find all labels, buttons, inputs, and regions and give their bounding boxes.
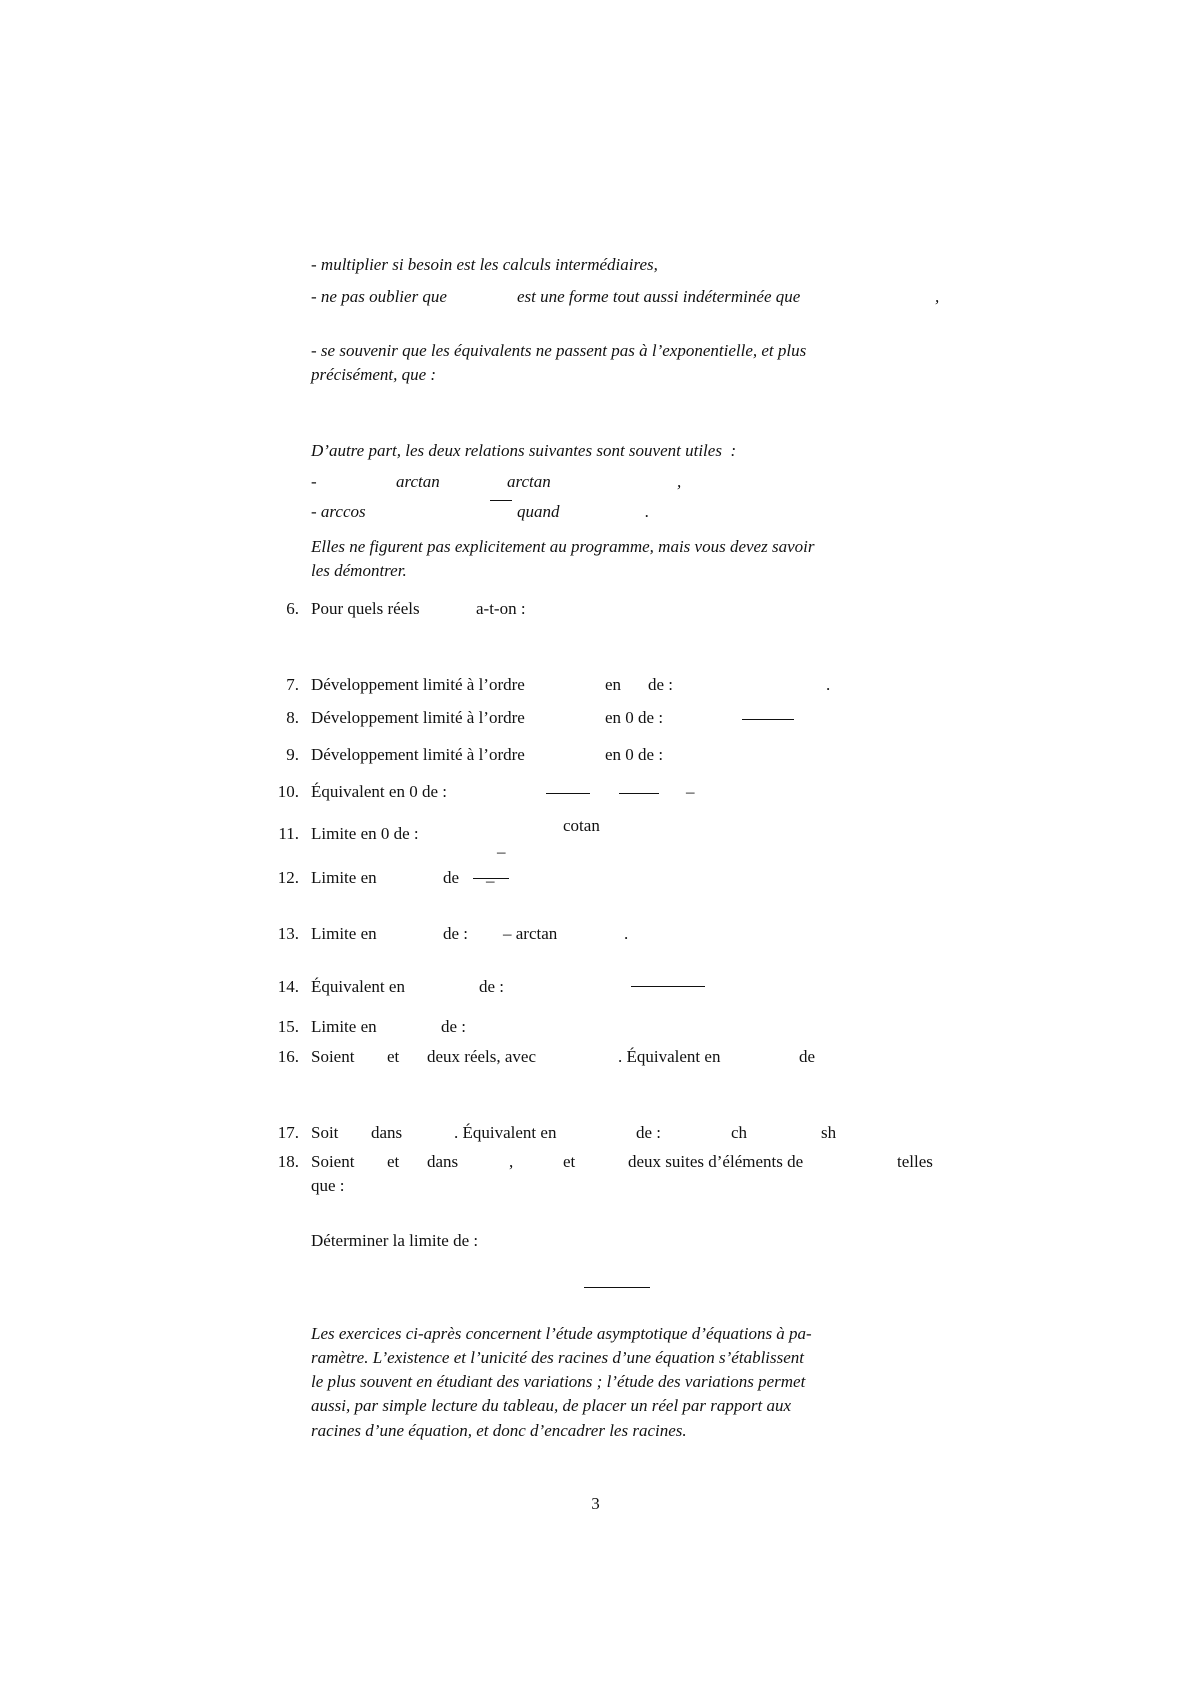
intro-line-1: - multiplier si besoin est les calculs intermédiaires, bbox=[311, 255, 658, 274]
closing-line-5: racines d’une équation, et donc d’encadrer les racines. bbox=[311, 1421, 687, 1440]
item-16-text-b: et bbox=[387, 1047, 400, 1066]
item-17-text-d: de : bbox=[636, 1123, 662, 1142]
closing-line-2: ramètre. L’existence et l’unicité des racines d’une équation s’établissent bbox=[311, 1348, 805, 1367]
intro-line-3: - se souvenir que les équivalents ne passent pas à l’exponentielle, et plus bbox=[311, 341, 807, 360]
item-10-text-a: Équivalent en 0 de : bbox=[311, 782, 447, 801]
item-12-minus: – bbox=[486, 871, 495, 890]
relation-1-comma: , bbox=[677, 472, 682, 491]
intro-line-2c: , bbox=[935, 287, 940, 306]
item-14-text-a: Équivalent en bbox=[311, 977, 405, 996]
item-18-text-e: et bbox=[563, 1152, 576, 1171]
item-7-text-d: . bbox=[826, 675, 831, 694]
item-11-text-a: Limite en 0 de : bbox=[311, 824, 419, 843]
item-16-text-a: Soient bbox=[311, 1047, 355, 1066]
item-number: 15. bbox=[277, 1017, 299, 1036]
item-9-text-a: Développement limité à l’ordre bbox=[311, 745, 525, 764]
item-7-text-c: de : bbox=[648, 675, 674, 694]
item-number: 14. bbox=[277, 977, 299, 996]
item-18-text-a: Soient bbox=[311, 1152, 355, 1171]
item-number: 7. bbox=[286, 675, 299, 694]
item-17-text-a: Soit bbox=[311, 1123, 339, 1142]
item-number: 9. bbox=[286, 745, 299, 764]
item-12-text-b: de bbox=[443, 868, 460, 887]
fraction-bar bbox=[584, 1287, 650, 1288]
item-16-text-e: de bbox=[799, 1047, 816, 1066]
item-13-text-a: Limite en bbox=[311, 924, 377, 943]
fraction-bar bbox=[490, 500, 512, 501]
item-13-arctan: – arctan bbox=[503, 924, 558, 943]
item-number: 17. bbox=[277, 1123, 299, 1142]
item-17-ch: ch bbox=[731, 1123, 748, 1142]
item-17-text-c: . Équivalent en bbox=[454, 1123, 557, 1142]
item-14-text-b: de : bbox=[479, 977, 505, 996]
item-11-cotan: cotan bbox=[563, 816, 600, 835]
item-13-period: . bbox=[624, 924, 629, 943]
intro-line-2a: - ne pas oublier que bbox=[311, 287, 447, 306]
item-18-text-b: et bbox=[387, 1152, 400, 1171]
item-16-text-d: . Équivalent en bbox=[618, 1047, 721, 1066]
item-18-text-c: dans bbox=[427, 1152, 459, 1171]
relation-1-arctan-b: arctan bbox=[507, 472, 551, 491]
intro-line-7: les démontrer. bbox=[311, 561, 407, 580]
item-16-text-c: deux réels, avec bbox=[427, 1047, 537, 1066]
item-15-text-a: Limite en bbox=[311, 1017, 377, 1036]
item-number: 16. bbox=[277, 1047, 299, 1066]
item-18-text-d: , bbox=[509, 1152, 514, 1171]
fraction-bar bbox=[546, 793, 590, 794]
item-number: 11. bbox=[278, 824, 299, 843]
page-number: 3 bbox=[591, 1494, 600, 1513]
closing-line-4: aussi, par simple lecture du tableau, de placer un réel par rapport aux bbox=[311, 1396, 792, 1415]
item-number: 18. bbox=[277, 1152, 299, 1171]
intro-line-6: Elles ne figurent pas explicitement au programme, mais vous devez savoir bbox=[311, 537, 815, 556]
item-10-minus: – bbox=[686, 782, 695, 801]
item-8-text-b: en 0 de : bbox=[605, 708, 664, 727]
item-18-text-h: que : bbox=[311, 1176, 345, 1195]
item-number: 13. bbox=[277, 924, 299, 943]
item-number: 10. bbox=[277, 782, 299, 801]
closing-line-3: le plus souvent en étudiant des variations ; l’étude des variations permet bbox=[311, 1372, 806, 1391]
closing-line-1: Les exercices ci-après concernent l’étude asymptotique d’équations à pa- bbox=[311, 1324, 812, 1343]
item-13-text-b: de : bbox=[443, 924, 469, 943]
intro-line-4: précisément, que : bbox=[311, 365, 437, 384]
item-9-text-b: en 0 de : bbox=[605, 745, 664, 764]
item-number: 8. bbox=[286, 708, 299, 727]
item-11-minus: – bbox=[497, 842, 506, 861]
item-17-text-b: dans bbox=[371, 1123, 403, 1142]
fraction-bar bbox=[742, 719, 794, 720]
item-18-text-g: telles bbox=[897, 1152, 933, 1171]
relation-2-arccos: - arccos bbox=[311, 502, 366, 521]
relation-2-quand: quand bbox=[517, 502, 560, 521]
item-6-text-a: Pour quels réels bbox=[311, 599, 420, 618]
item-8-text-a: Développement limité à l’ordre bbox=[311, 708, 525, 727]
relation-1-arctan-a: arctan bbox=[396, 472, 440, 491]
item-7-text-a: Développement limité à l’ordre bbox=[311, 675, 525, 694]
item-6-text-b: a-t-on : bbox=[476, 599, 526, 618]
relation-2-period: . bbox=[645, 502, 650, 521]
fraction-bar bbox=[619, 793, 659, 794]
item-15-text-b: de : bbox=[441, 1017, 467, 1036]
item-number: 6. bbox=[286, 599, 299, 618]
item-number: 12. bbox=[277, 868, 299, 887]
intro-line-2b: est une forme tout aussi indéterminée que bbox=[517, 287, 801, 306]
item-18-text-f: deux suites d’éléments de bbox=[628, 1152, 804, 1171]
item-7-text-b: en bbox=[605, 675, 622, 694]
item-12-text-a: Limite en bbox=[311, 868, 377, 887]
relation-1-dash: - bbox=[311, 472, 317, 491]
determine-line: Déterminer la limite de : bbox=[311, 1231, 479, 1250]
item-17-sh: sh bbox=[821, 1123, 837, 1142]
intro-line-5: D’autre part, les deux relations suivantes sont souvent utiles : bbox=[311, 441, 737, 460]
fraction-bar bbox=[631, 986, 705, 987]
